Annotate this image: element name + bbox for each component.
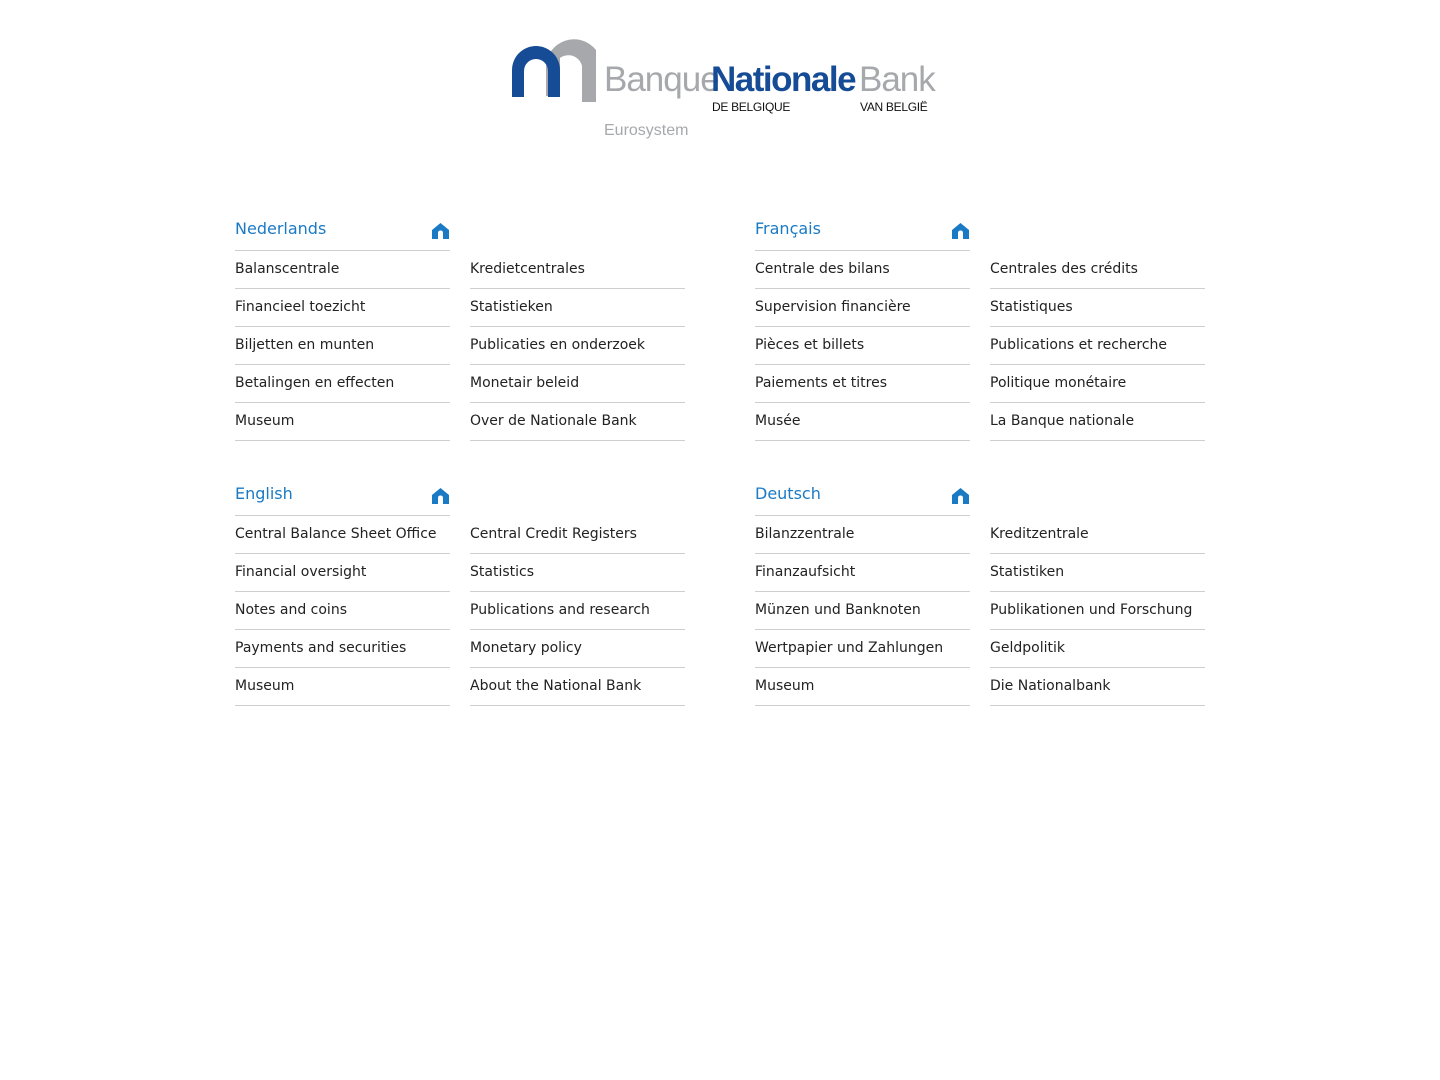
logo-word-bank: Bank [859,60,935,99]
language-header [235,477,450,516]
list-item [470,365,685,403]
menu-link[interactable]: Notes and coins [235,602,347,618]
list-item [990,592,1205,630]
list-item [755,668,970,706]
menu-link[interactable]: Kreditzentrale [990,526,1089,542]
list-item [470,592,685,630]
list-item [470,327,685,365]
home-icon[interactable] [431,487,450,505]
logo-sub-nl: VAN BELGIË [860,100,928,114]
list-item [990,327,1205,365]
menu-column-right [990,478,1205,706]
home-icon[interactable] [431,222,450,240]
menu-link[interactable]: La Banque nationale [990,413,1135,429]
menu-column-right [470,478,685,706]
logo-eurosystem: Eurosystem [604,122,689,139]
menu-link[interactable]: Publications and research [470,602,650,618]
home-icon[interactable] [951,487,970,505]
menu-link[interactable]: Statistiken [990,564,1065,580]
language-block-nederlands [235,212,685,441]
list-item [990,668,1205,706]
language-link-nederlands[interactable]: Nederlands [235,219,327,238]
list-item [235,289,450,327]
menu-link[interactable]: Monetair beleid [470,375,580,391]
menu-link[interactable]: Wertpapier und Zahlungen [755,640,944,656]
menu-link[interactable]: Financial oversight [235,564,367,580]
menu-column-right [990,213,1205,441]
logo-word-nationale: Nationale [711,60,856,99]
list-item [470,289,685,327]
list-item [755,592,970,630]
menu-link[interactable]: Payments and securities [235,640,407,656]
list-item [470,251,685,289]
menu-column-left [755,251,970,441]
logo-sub-fr: DE BELGIQUE [712,100,791,114]
menu-link[interactable]: Balanscentrale [235,261,340,277]
menu-link[interactable]: Statistiques [990,299,1073,315]
menu-link[interactable]: Museum [755,678,815,694]
menu-link[interactable]: Politique monétaire [990,375,1127,391]
list-item [235,592,450,630]
list-item [755,251,970,289]
menu-link[interactable]: Monetary policy [470,640,582,656]
list-item [990,630,1205,668]
logo-word-banque: Banque [604,60,719,99]
list-item [755,289,970,327]
list-item [235,403,450,441]
list-item [235,516,450,554]
language-block-deutsch [755,477,1205,706]
list-item [235,554,450,592]
list-item [470,516,685,554]
list-item [755,365,970,403]
list-item [755,516,970,554]
list-item [235,630,450,668]
menu-link[interactable]: Kredietcentrales [470,261,585,277]
menu-link[interactable]: Supervision financière [755,299,911,315]
menu-link[interactable]: Central Credit Registers [470,526,637,542]
menu-link[interactable]: Museum [235,678,295,694]
list-item [990,365,1205,403]
list-item [235,365,450,403]
list-item [470,554,685,592]
list-item [235,668,450,706]
list-item [235,327,450,365]
menu-column-right [470,213,685,441]
menu-link[interactable]: Central Balance Sheet Office [235,526,437,542]
list-item [470,403,685,441]
list-item [990,403,1205,441]
menu-column-left [755,516,970,706]
menu-link[interactable]: Bilanzzentrale [755,526,855,542]
menu-link[interactable]: Betalingen en effecten [235,375,395,391]
menu-link[interactable]: Centrales des crédits [990,261,1138,277]
menu-column-left [235,251,450,441]
menu-link[interactable]: Centrale des bilans [755,261,890,277]
menu-link[interactable]: Geldpolitik [990,640,1065,656]
language-link-english[interactable]: English [235,484,293,503]
menu-link[interactable]: Over de Nationale Bank [470,413,637,429]
language-header [755,212,970,251]
list-item [755,403,970,441]
list-item [235,251,450,289]
language-link-deutsch[interactable]: Deutsch [755,484,821,503]
list-item [990,516,1205,554]
menu-link[interactable]: Statistieken [470,299,553,315]
menu-link[interactable]: Publicaties en onderzoek [470,337,646,353]
menu-link[interactable]: Münzen und Banknoten [755,602,921,618]
list-item [990,554,1205,592]
list-item [755,554,970,592]
language-header [755,477,970,516]
list-item [990,289,1205,327]
menu-link[interactable]: Paiements et titres [755,375,888,391]
menu-link[interactable]: Biljetten en munten [235,337,375,353]
menu-link[interactable]: Finanzaufsicht [755,564,856,580]
menu-link[interactable]: Musée [755,413,801,429]
language-block-francais [755,212,1205,441]
menu-link[interactable]: Die Nationalbank [990,678,1111,694]
menu-link[interactable]: Museum [235,413,295,429]
list-item [470,668,685,706]
menu-link[interactable]: Pièces et billets [755,337,865,353]
menu-link[interactable]: Financieel toezicht [235,299,366,315]
list-item [755,630,970,668]
language-link-francais[interactable]: Français [755,219,821,238]
menu-link[interactable]: Publikationen und Forschung [990,602,1193,618]
menu-link[interactable]: Statistics [470,564,534,580]
language-header [235,212,450,251]
language-block-english [235,477,685,706]
list-item [990,251,1205,289]
list-item [470,630,685,668]
menu-link[interactable]: About the National Bank [470,678,642,694]
list-item [755,327,970,365]
menu-column-left [235,516,450,706]
home-icon[interactable] [951,222,970,240]
menu-link[interactable]: Publications et recherche [990,337,1168,353]
